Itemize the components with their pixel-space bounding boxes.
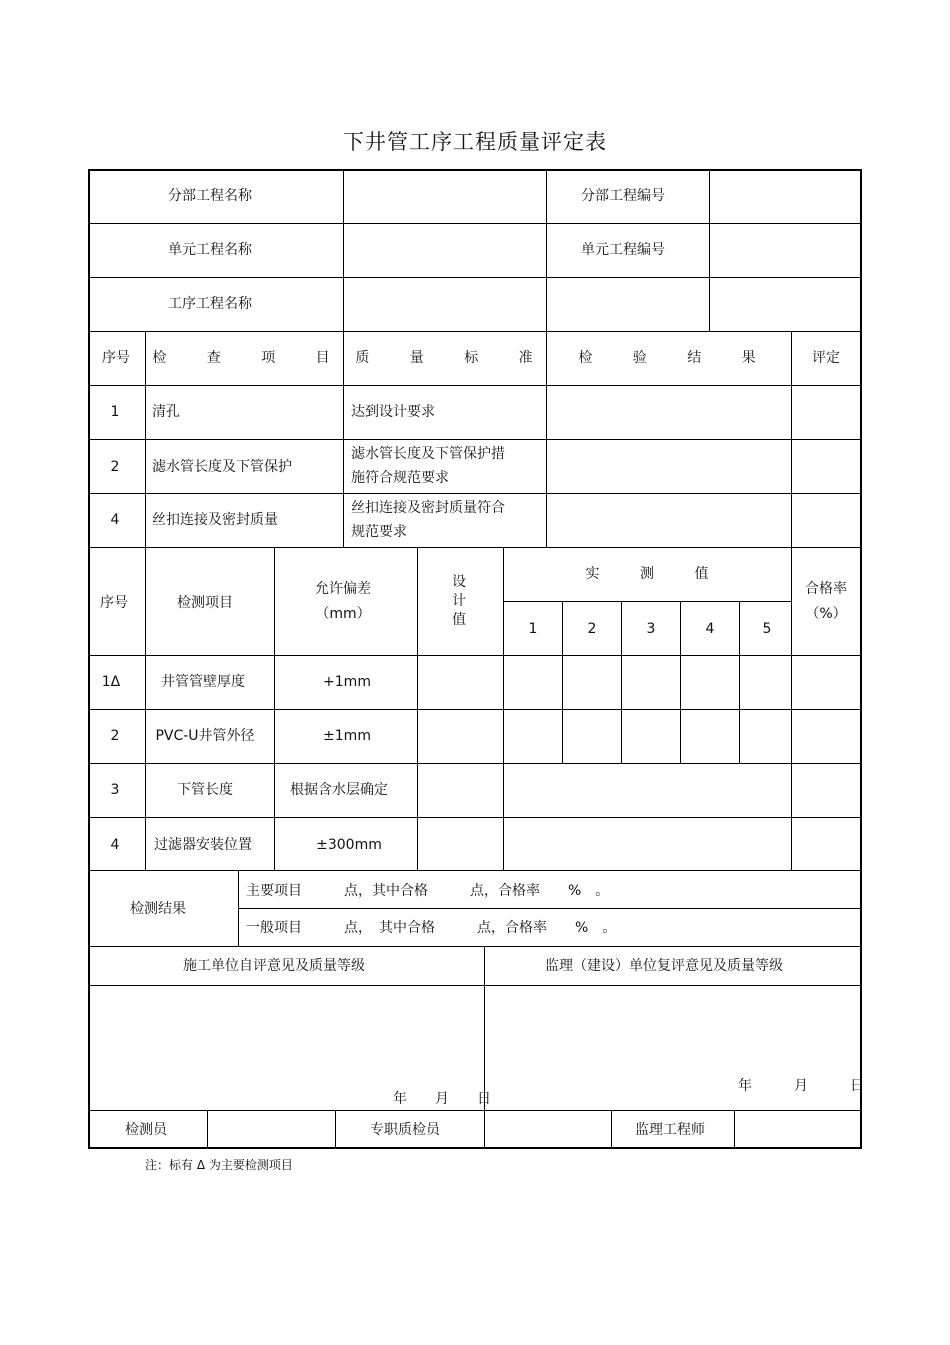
col-divider xyxy=(207,1110,208,1149)
inspection-item-header: 检 查 项 目 xyxy=(152,350,348,366)
table-row-item: 清孔 xyxy=(152,404,180,420)
pass-rate-unit: （%） xyxy=(805,606,847,622)
col-divider xyxy=(238,870,239,946)
col-divider xyxy=(621,601,622,763)
measured-value-header: 实 测 值 xyxy=(585,566,727,582)
design-value-header: 设 xyxy=(452,574,466,590)
table-row-item: 过滤器安装位置 xyxy=(154,837,252,853)
col-divider xyxy=(274,547,275,870)
table-row-item: PVC-U井管外径 xyxy=(155,728,255,744)
table-row-item: 滤水管长度及下管保护 xyxy=(152,459,292,475)
row-divider xyxy=(238,908,862,909)
table-row-item: 丝扣连接及密封质量 xyxy=(152,512,278,528)
table-row-seq: 2 xyxy=(110,459,120,475)
col-divider xyxy=(335,1110,336,1149)
quality-standard-header: 质 量 标 准 xyxy=(355,350,551,366)
col-divider xyxy=(734,1110,735,1149)
supervisor-opinion-label: 监理（建设）单位复评意见及质量等级 xyxy=(545,958,783,974)
row-divider xyxy=(88,1110,862,1111)
table-row-seq: 1Δ xyxy=(101,674,121,690)
col-divider xyxy=(417,547,418,870)
tolerance-unit: （mm） xyxy=(315,606,371,622)
seq-header: 序号 xyxy=(102,350,130,366)
row-divider xyxy=(88,817,862,818)
col-divider xyxy=(791,547,792,870)
row-divider xyxy=(88,385,862,386)
page-title: 下井管工序工程质量评定表 xyxy=(343,130,607,154)
table-row-standard-cont: 施符合规范要求 xyxy=(351,470,449,486)
inspector-label: 检测员 xyxy=(125,1122,167,1138)
table-row-seq: 4 xyxy=(110,512,120,528)
table-row-standard-cont: 规范要求 xyxy=(351,524,407,540)
table-row-standard: 达到设计要求 xyxy=(351,404,435,420)
evaluation-form-table xyxy=(88,169,862,1149)
table-row-tolerance: 根据含水层确定 xyxy=(290,782,388,798)
row-divider xyxy=(88,331,862,332)
measure-no: 3 xyxy=(646,621,656,637)
table-row-seq: 1 xyxy=(110,404,120,420)
table-row-item: 井管管壁厚度 xyxy=(161,674,245,690)
process-name-label: 工序工程名称 xyxy=(168,296,252,312)
unit-no-label: 单元工程编号 xyxy=(581,242,665,258)
col-divider xyxy=(611,1110,612,1149)
row-divider xyxy=(88,223,862,224)
col-divider xyxy=(145,331,146,547)
supervisor-date: 年 月 日 xyxy=(738,1078,864,1094)
col-divider xyxy=(145,547,146,870)
col-divider xyxy=(739,601,740,763)
measure-no: 2 xyxy=(587,621,597,637)
measure-no: 5 xyxy=(762,621,772,637)
contractor-date: 年 月 日 xyxy=(393,1091,491,1107)
row-divider xyxy=(88,439,862,440)
row-divider xyxy=(88,985,862,986)
tolerance-header: 允许偏差 xyxy=(315,581,371,597)
contractor-opinion-label: 施工单位自评意见及质量等级 xyxy=(183,958,365,974)
row-divider xyxy=(88,277,862,278)
table-row-standard: 滤水管长度及下管保护措 xyxy=(351,446,505,462)
row-divider xyxy=(88,655,862,656)
col-divider xyxy=(546,169,547,331)
table-row-standard: 丝扣连接及密封质量符合 xyxy=(351,500,505,516)
measure-item-header: 检测项目 xyxy=(177,595,233,611)
col-divider xyxy=(791,331,792,547)
rating-header: 评定 xyxy=(812,350,840,366)
col-divider xyxy=(503,547,504,870)
unit-name-label: 单元工程名称 xyxy=(168,242,252,258)
col-divider xyxy=(680,601,681,763)
table-row-tolerance: ±300mm xyxy=(316,837,382,853)
quality-inspector-label: 专职质检员 xyxy=(370,1122,440,1138)
measure-no: 4 xyxy=(705,621,715,637)
col-divider xyxy=(343,169,344,331)
pass-rate-header: 合格率 xyxy=(805,581,847,597)
table-row-seq: 2 xyxy=(110,728,120,744)
division-no-label: 分部工程编号 xyxy=(581,188,665,204)
row-divider xyxy=(88,547,862,548)
general-items-summary: 一般项目 点， 其中合格 点，合格率 % 。 xyxy=(246,920,617,936)
design-value-header: 值 xyxy=(452,612,466,628)
col-divider xyxy=(709,169,710,331)
results-label: 检测结果 xyxy=(130,901,186,917)
row-divider xyxy=(503,601,791,602)
table-row-tolerance: ±1mm xyxy=(323,728,371,744)
col-divider xyxy=(484,946,485,1149)
row-divider xyxy=(88,709,862,710)
col-divider xyxy=(562,601,563,763)
main-items-summary: 主要项目 点，其中合格 点，合格率 % 。 xyxy=(246,883,610,899)
design-value-header: 计 xyxy=(452,593,466,609)
division-name-label: 分部工程名称 xyxy=(168,188,252,204)
inspection-result-header: 检 验 结 果 xyxy=(578,350,774,366)
row-divider xyxy=(88,946,862,947)
table-row-item: 下管长度 xyxy=(177,782,233,798)
table-row-tolerance: +1mm xyxy=(323,674,371,690)
measure-seq-header: 序号 xyxy=(100,595,128,611)
row-divider xyxy=(88,870,862,871)
table-row-seq: 4 xyxy=(110,837,120,853)
footnote: 注：标有 Δ 为主要检测项目 xyxy=(145,1158,293,1172)
supervising-engineer-label: 监理工程师 xyxy=(635,1122,705,1138)
row-divider xyxy=(88,493,862,494)
measure-no: 1 xyxy=(528,621,538,637)
table-row-seq: 3 xyxy=(110,782,120,798)
row-divider xyxy=(88,763,862,764)
